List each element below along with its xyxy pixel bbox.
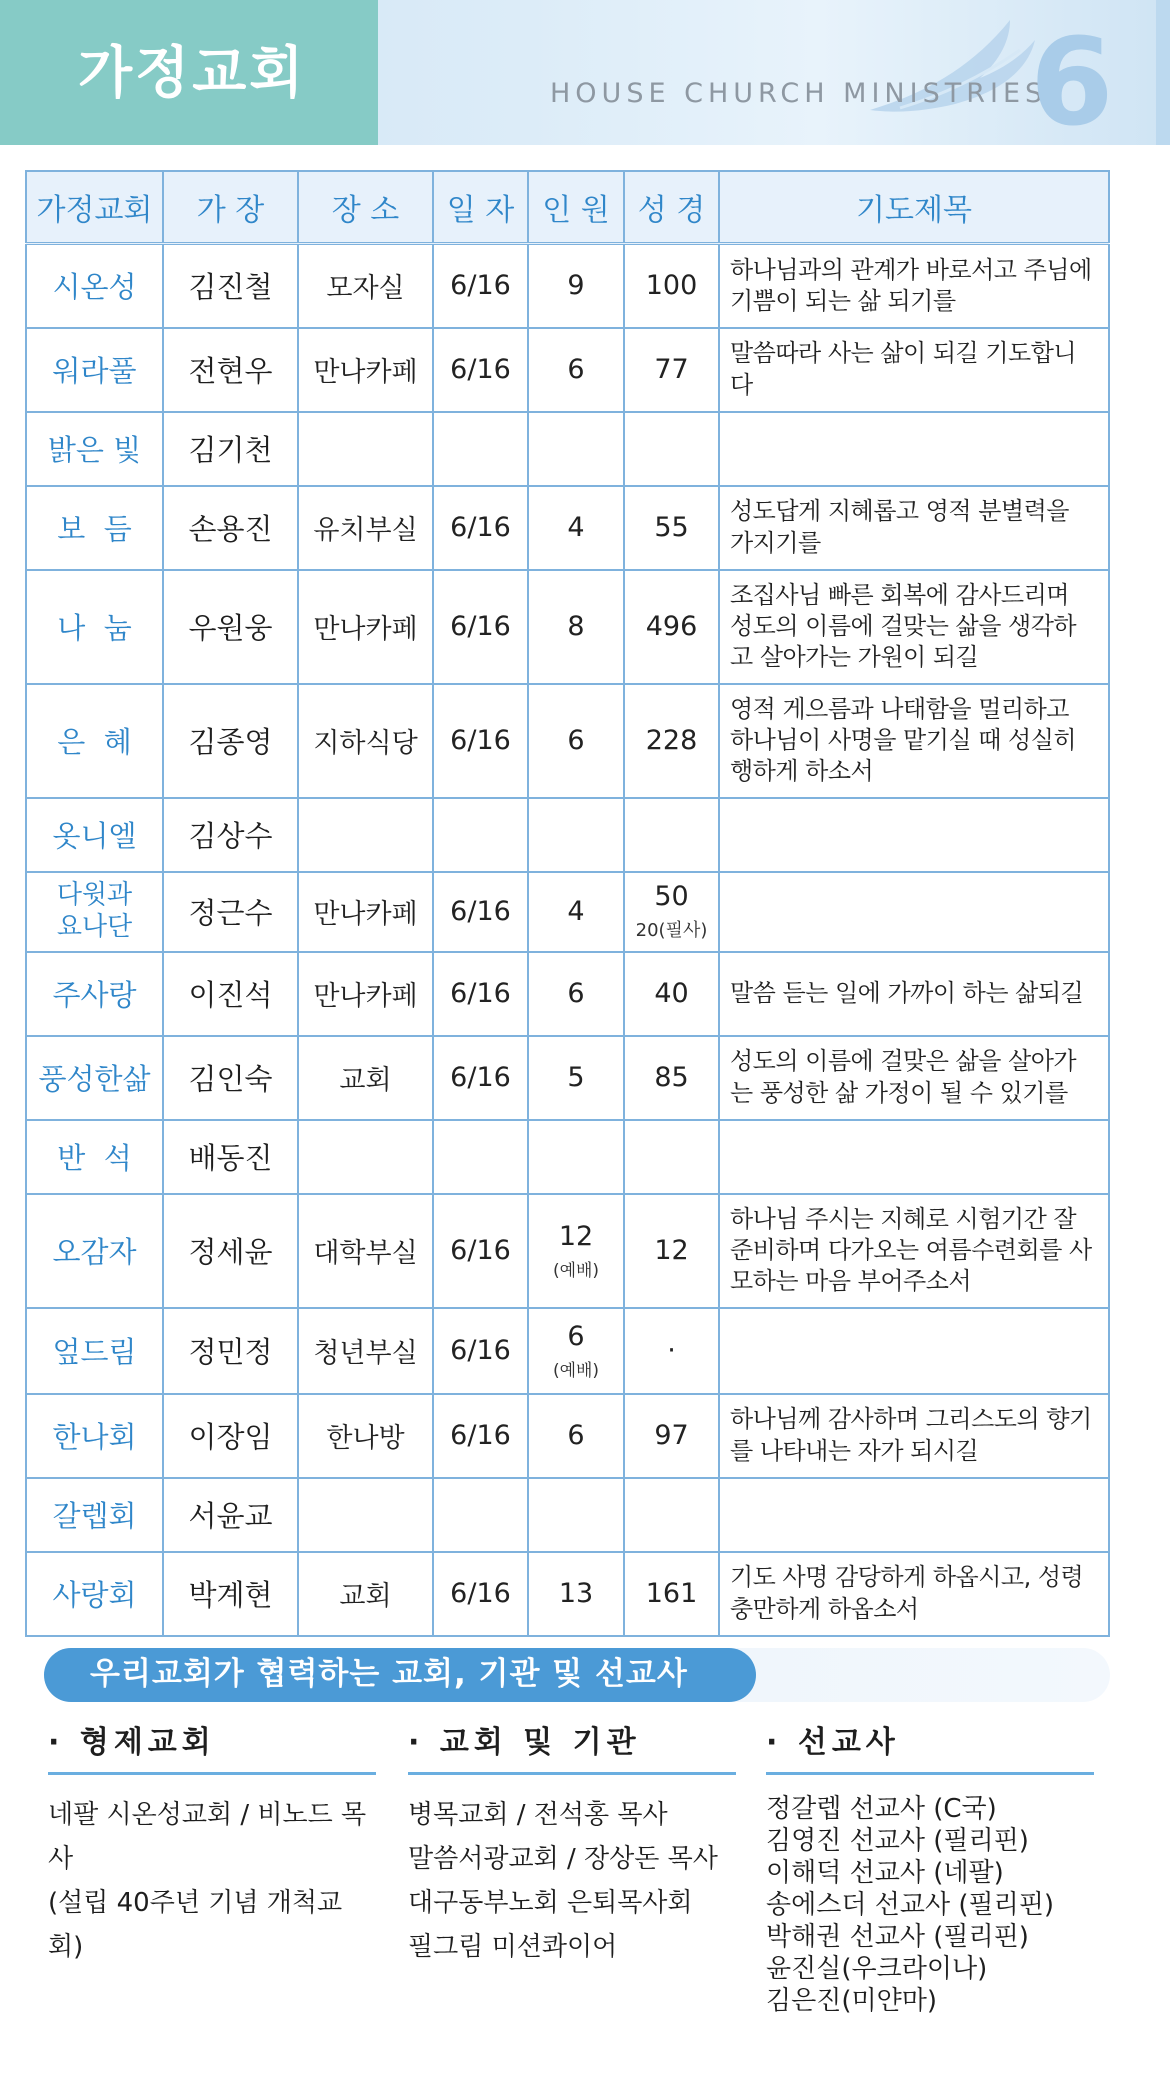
meeting-place: 교회 — [298, 1552, 433, 1636]
attendance-note: (예배) — [552, 1260, 600, 1281]
list-item: 대구동부노회 은퇴목사회 — [408, 1888, 693, 1918]
table-row — [26, 1308, 1109, 1394]
attendance — [528, 1478, 624, 1552]
church-name: 갈렙회 — [26, 1478, 163, 1552]
church-name: 엎드림 — [26, 1308, 163, 1394]
attendance — [528, 952, 624, 1036]
sister-churches-column — [48, 1725, 376, 1969]
attendance — [528, 570, 624, 684]
prayer-topic — [719, 1120, 1109, 1194]
church-name: 한나회 — [26, 1394, 163, 1478]
attendance-value: 4 — [567, 896, 585, 927]
bible-reading-value: 100 — [645, 270, 698, 302]
prayer-topic — [719, 798, 1109, 872]
table-row — [26, 486, 1109, 570]
bible-reading-value: 50 — [654, 881, 689, 912]
prayer-topic: 하나님과의 관계가 바로서고 주님에 기쁨이 되는 삶 되기를 — [719, 244, 1109, 328]
meeting-date — [433, 798, 528, 872]
column-heading: · 형제교회 — [48, 1728, 376, 1775]
list-item: 네팔 시온성교회 / 비노드 목사 — [48, 1800, 367, 1874]
leader-name: 이장임 — [163, 1394, 298, 1478]
bible-reading — [624, 952, 719, 1036]
column-header: 기도제목 — [719, 171, 1109, 244]
sister-churches-list — [48, 1793, 376, 1969]
attendance — [528, 486, 624, 570]
attendance-value: 6 — [567, 725, 585, 756]
attendance — [528, 1394, 624, 1478]
attendance-value: 13 — [558, 1578, 594, 1609]
prayer-topic: 하나님 주시는 지혜로 시험기간 잘 준비하며 다가오는 여름수련회를 사모하는 마음 부어주소서 — [719, 1194, 1109, 1308]
column-header: 장 소 — [298, 171, 433, 244]
churches-organizations-list — [408, 1793, 736, 1969]
attendance — [528, 412, 624, 486]
column-heading: · 선교사 — [766, 1728, 1094, 1775]
column-header: 인 원 — [528, 171, 624, 244]
attendance-value: 5 — [567, 1062, 585, 1093]
table-row — [26, 570, 1109, 684]
church-name: 다윗과 요나단 — [26, 872, 163, 952]
church-name: 반 석 — [26, 1120, 163, 1194]
meeting-date: 6/16 — [433, 328, 528, 412]
meeting-date: 6/16 — [433, 1194, 528, 1308]
church-name: 사랑회 — [26, 1552, 163, 1636]
church-name: 나 눔 — [26, 570, 163, 684]
attendance — [528, 328, 624, 412]
attendance — [528, 1036, 624, 1120]
bible-reading — [624, 1478, 719, 1552]
attendance — [528, 872, 624, 952]
prayer-topic: 조집사님 빠른 회복에 감사드리며 성도의 이름에 걸맞는 삶을 생각하고 살아가는 가원이 되길 — [719, 570, 1109, 684]
bible-reading — [624, 1120, 719, 1194]
banner-edge-stripe — [1156, 0, 1170, 145]
attendance-value: 9 — [567, 270, 585, 302]
meeting-place: 대학부실 — [298, 1194, 433, 1308]
table-row — [26, 684, 1109, 798]
attendance-value: 6 — [567, 1420, 585, 1451]
column-heading: · 교회 및 기관 — [408, 1728, 736, 1775]
table-row — [26, 244, 1109, 328]
meeting-date: 6/16 — [433, 486, 528, 570]
column-header: 일 자 — [433, 171, 528, 244]
attendance-value: 6 — [567, 354, 585, 385]
church-name: 옷니엘 — [26, 798, 163, 872]
table-row — [26, 328, 1109, 412]
attendance — [528, 1194, 624, 1308]
page-subtitle: HOUSE CHURCH MINISTRIES — [550, 78, 1048, 109]
list-item: 윤진실(우크라이나) — [766, 1954, 988, 1984]
meeting-date: 6/16 — [433, 872, 528, 952]
bible-reading — [624, 684, 719, 798]
church-name: 시온성 — [26, 244, 163, 328]
meeting-place: 만나카페 — [298, 570, 433, 684]
column-header: 가정교회 — [26, 171, 163, 244]
list-item: 박해권 선교사 (필리핀) — [766, 1922, 1029, 1952]
bible-reading-value: · — [667, 1335, 676, 1366]
meeting-place — [298, 1120, 433, 1194]
prayer-topic — [719, 872, 1109, 952]
meeting-date — [433, 1120, 528, 1194]
leader-name: 김기천 — [163, 412, 298, 486]
meeting-date — [433, 412, 528, 486]
meeting-date: 6/16 — [433, 684, 528, 798]
church-name: 오감자 — [26, 1194, 163, 1308]
leader-name: 정세윤 — [163, 1194, 298, 1308]
table-row — [26, 1120, 1109, 1194]
prayer-topic — [719, 412, 1109, 486]
meeting-date: 6/16 — [433, 244, 528, 328]
bible-reading — [624, 1394, 719, 1478]
leader-name: 배동진 — [163, 1120, 298, 1194]
meeting-place: 한나방 — [298, 1394, 433, 1478]
meeting-place — [298, 1478, 433, 1552]
page-number: 6 — [1030, 14, 1114, 145]
prayer-topic: 하나님께 감사하며 그리스도의 향기를 나타내는 자가 되시길 — [719, 1394, 1109, 1478]
attendance-value: 6 — [567, 978, 585, 1009]
bible-reading-value: 161 — [645, 1578, 698, 1609]
meeting-place: 지하식당 — [298, 684, 433, 798]
house-church-table — [25, 170, 1110, 1637]
church-name: 은 혜 — [26, 684, 163, 798]
leader-name: 김진철 — [163, 244, 298, 328]
table-row — [26, 412, 1109, 486]
meeting-place: 모자실 — [298, 244, 433, 328]
meeting-date: 6/16 — [433, 1036, 528, 1120]
attendance — [528, 1552, 624, 1636]
bible-reading-value: 12 — [654, 1235, 689, 1266]
attendance-note: (예배) — [552, 1360, 600, 1381]
churches-organizations-column — [408, 1725, 736, 1969]
meeting-date: 6/16 — [433, 1308, 528, 1394]
meeting-place: 유치부실 — [298, 486, 433, 570]
meeting-place: 청년부실 — [298, 1308, 433, 1394]
bible-reading-value: 97 — [654, 1420, 689, 1451]
meeting-place: 만나카페 — [298, 328, 433, 412]
attendance-value: 8 — [567, 611, 585, 642]
meeting-date: 6/16 — [433, 570, 528, 684]
meeting-date: 6/16 — [433, 1394, 528, 1478]
list-item: 김은진(미얀마) — [766, 1986, 937, 2016]
leader-name: 정민정 — [163, 1308, 298, 1394]
list-item: 병목교회 / 전석홍 목사 — [408, 1800, 668, 1830]
bible-reading-note: 20(필사) — [635, 920, 708, 941]
table-row — [26, 1394, 1109, 1478]
attendance — [528, 244, 624, 328]
list-item: 필그림 미션콰이어 — [408, 1932, 618, 1962]
page-header-banner — [0, 0, 1170, 145]
bible-reading — [624, 1194, 719, 1308]
attendance — [528, 684, 624, 798]
meeting-date — [433, 1478, 528, 1552]
meeting-date: 6/16 — [433, 1552, 528, 1636]
table-row — [26, 952, 1109, 1036]
table-row — [26, 1194, 1109, 1308]
attendance-value: 6 — [567, 1320, 585, 1352]
prayer-topic — [719, 1478, 1109, 1552]
bible-reading-value: 77 — [654, 354, 689, 385]
column-header: 성 경 — [624, 171, 719, 244]
meeting-place — [298, 412, 433, 486]
section-title: 우리교회가 협력하는 교회, 기관 및 선교사 — [90, 1656, 688, 1692]
list-item: 김영진 선교사 (필리핀) — [766, 1826, 1029, 1856]
bible-reading — [624, 244, 719, 328]
church-name: 밝은 빛 — [26, 412, 163, 486]
attendance-value: 12 — [558, 1220, 594, 1252]
bible-reading — [624, 872, 719, 952]
missionaries-list — [766, 1793, 1094, 2017]
church-name: 워라풀 — [26, 328, 163, 412]
leader-name: 손용진 — [163, 486, 298, 570]
leader-name: 김상수 — [163, 798, 298, 872]
table-row — [26, 872, 1109, 952]
bible-reading — [624, 1036, 719, 1120]
leader-name: 김인숙 — [163, 1036, 298, 1120]
meeting-date: 6/16 — [433, 952, 528, 1036]
leader-name: 전현우 — [163, 328, 298, 412]
leader-name: 김종영 — [163, 684, 298, 798]
bible-reading-value: 55 — [654, 512, 689, 543]
table-row — [26, 798, 1109, 872]
bible-reading — [624, 1552, 719, 1636]
prayer-topic: 성도의 이름에 걸맞은 삶을 살아가는 풍성한 삶 가정이 될 수 있기를 — [719, 1036, 1109, 1120]
bible-reading-value: 496 — [645, 611, 698, 642]
prayer-topic: 기도 사명 감당하게 하옵시고, 성령 충만하게 하옵소서 — [719, 1552, 1109, 1636]
bible-reading — [624, 486, 719, 570]
leader-name: 박계현 — [163, 1552, 298, 1636]
list-item: 말씀서광교회 / 장상돈 목사 — [408, 1844, 718, 1874]
attendance — [528, 798, 624, 872]
leader-name: 이진석 — [163, 952, 298, 1036]
table-row — [26, 1036, 1109, 1120]
church-name: 풍성한삶 — [26, 1036, 163, 1120]
leader-name: 정근수 — [163, 872, 298, 952]
leader-name: 우원웅 — [163, 570, 298, 684]
meeting-place: 교회 — [298, 1036, 433, 1120]
missionaries-column — [766, 1725, 1094, 2017]
list-item: 정갈렙 선교사 (C국) — [766, 1794, 997, 1824]
table-header-row — [26, 171, 1109, 244]
bible-reading-value: 85 — [654, 1062, 689, 1093]
list-item: (설립 40주년 기념 개척교회) — [48, 1888, 343, 1962]
table-row — [26, 1478, 1109, 1552]
meeting-place: 만나카페 — [298, 952, 433, 1036]
prayer-topic: 말씀따라 사는 삶이 되길 기도합니다 — [719, 328, 1109, 412]
attendance — [528, 1120, 624, 1194]
prayer-topic: 말씀 듣는 일에 가까이 하는 삶되길 — [719, 952, 1109, 1036]
church-name: 보 듬 — [26, 486, 163, 570]
page-title: 가정교회 — [78, 41, 307, 106]
leader-name: 서윤교 — [163, 1478, 298, 1552]
prayer-topic: 성도답게 지혜롭고 영적 분별력을 가지기를 — [719, 486, 1109, 570]
bible-reading — [624, 570, 719, 684]
list-item: 송에스더 선교사 (필리핀) — [766, 1890, 1054, 1920]
bible-reading — [624, 328, 719, 412]
attendance-value: 4 — [567, 512, 585, 543]
church-name: 주사랑 — [26, 952, 163, 1036]
meeting-place: 만나카페 — [298, 872, 433, 952]
bible-reading — [624, 412, 719, 486]
attendance — [528, 1308, 624, 1394]
prayer-topic: 영적 게으름과 나태함을 멀리하고 하나님이 사명을 맡기실 때 성실히 행하게 하소서 — [719, 684, 1109, 798]
list-item: 이해덕 선교사 (네팔) — [766, 1858, 1004, 1888]
bible-reading — [624, 1308, 719, 1394]
column-header: 가 장 — [163, 171, 298, 244]
meeting-place — [298, 798, 433, 872]
bible-reading-value: 40 — [654, 978, 689, 1009]
bible-reading-value: 228 — [645, 725, 698, 756]
prayer-topic — [719, 1308, 1109, 1394]
table-row — [26, 1552, 1109, 1636]
bible-reading — [624, 798, 719, 872]
